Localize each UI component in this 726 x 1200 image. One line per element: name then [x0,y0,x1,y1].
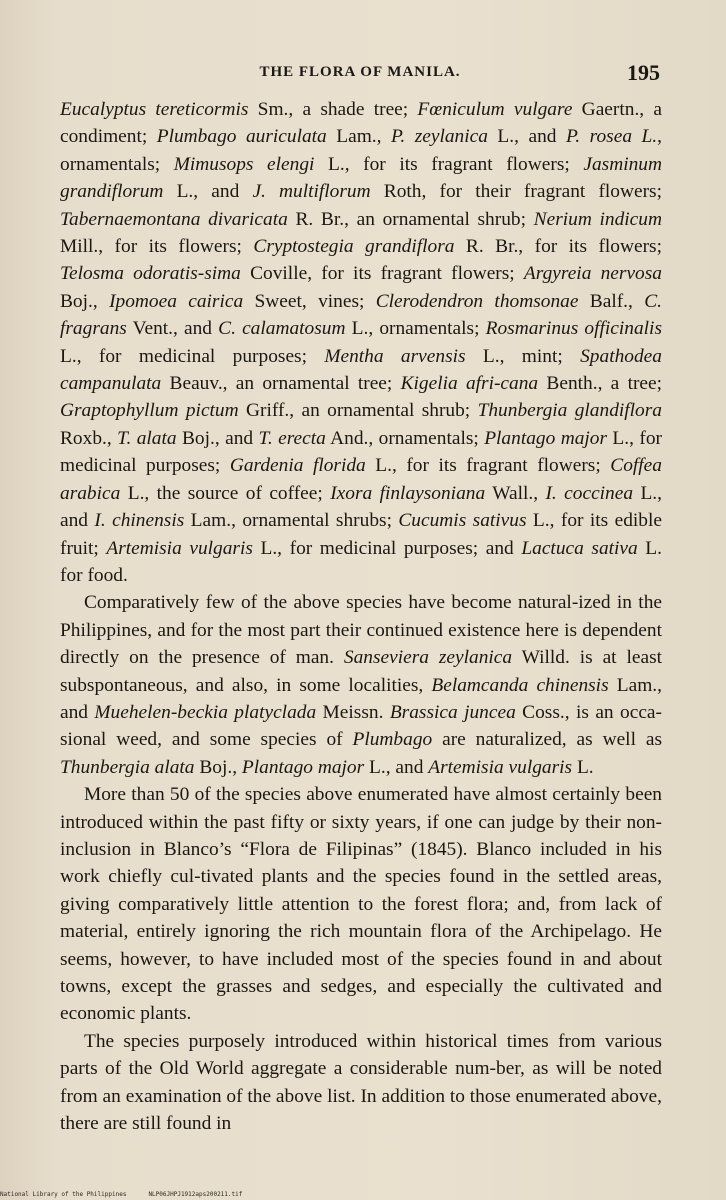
species-name: P. zeylanica [391,126,488,148]
text-run: , ornamentals; [60,126,663,175]
species-name: Cryptostegia grandiflora [253,236,455,258]
paragraph-introduced-species [60,781,662,1028]
species-name: Plumbago [352,729,433,751]
text-run: L. [572,756,594,778]
species-name: Plumbago auriculata [156,126,327,148]
species-name: P. rosea L. [565,126,658,148]
text-run: L., for its fragrant flowers; [314,153,584,175]
text-run: L., mint; [465,345,581,367]
text-run: Lam., [326,126,391,148]
text-run: L., and [60,482,663,532]
text-run: Boj., [60,290,110,312]
species-name: I. chinensis [94,510,185,532]
species-name: Plantago major [241,756,365,778]
text-run: L., and [364,756,429,778]
text-run: Willd. is at least subspontaneous, and also, in some localities, [60,647,662,696]
species-name: Eucalyptus tereticormis [60,99,249,120]
species-name: J. multiflorum [252,181,371,203]
library-credit: National Library of the Philippines [0,1191,127,1198]
text-run: Sweet, vines; [243,290,376,312]
text-run: Coville, for its fragrant flowers; [240,263,524,285]
species-name: Coffea arabica [60,455,662,504]
species-name: Gardenia florida [229,455,366,477]
species-name: Fœniculum vulgare [417,99,573,120]
species-name: Belamcanda chinensis [431,674,609,696]
text-run: L., for medicinal purposes; [60,427,662,477]
text-run: L., for medicinal purposes; and [252,537,522,559]
species-name: Clerodendron thomsonae [375,290,579,312]
species-name: T. erecta [258,427,326,449]
text-run: Coss., is an occa-sional weed, and some species of [60,701,662,751]
text-run: The species purposely introduced within historical times from various parts of the Old World aggregate a considerable num-ber, as will be noted from an examination of the above list. In addition to those enumerated above, there are still found in [60,1030,663,1135]
species-name: Thunbergia alata [60,756,195,778]
text-run: Wall., [485,482,546,504]
text-run: Roxb., [60,427,118,449]
text-run: Griff., an ornamental shrub; [238,400,478,422]
text-run: Boj., [194,756,242,778]
text-run: Comparatively few of the above species have become natural-ized in the Philippines, and for the most part their continued existence here is dependent directly on the presence of man. [60,592,662,669]
text-run: are naturalized, as well as [432,729,663,751]
species-name: Mentha arvensis [324,345,466,367]
species-name: Thunbergia glandiflora [477,400,662,422]
text-run: Benth., a tree; [538,373,663,395]
paragraph-species-list [60,96,662,589]
text-run: L., and [487,126,566,148]
species-name: C. fragrans [60,290,662,340]
species-name: Artemisia vulgaris [428,756,573,778]
species-name: Tabernaemontana divaricata [60,208,288,230]
species-name: Artemisia vulgaris [106,537,253,559]
file-id: NLP06JHPJ1912aps200211.tif [148,1191,243,1198]
species-name: Kigelia afri-cana [400,373,539,395]
paragraph-naturalized [60,589,662,781]
species-name: Plantago major [484,427,608,449]
species-name: Argyreia nervosa [523,263,662,285]
text-run: Balf., [578,290,645,312]
species-name: Rosmarinus officinalis [485,318,662,340]
text-run: Lam., ornamental shrubs; [184,510,399,532]
text-run: More than 50 of the species above enumerated have almost certainly been introduced within the past fifty or sixty years, if one can judge by their non-inclusion in Blanco’s “Flora de Filipinas” (1845). Blanco included in his work chiefly cul-tivated plants and the species found in the settled areas, giving comparatively little attention to the forest flora; and, from lack of material, entirely ignoring the rich mountain flora of the Archipelago. He seems, however, to have included most of the species found in and about towns, except the grasses and sedges, and especially the cultivated and economic plants. [60,784,662,1025]
species-name: I. coccinea [545,482,634,504]
species-name: Brassica juncea [389,701,516,723]
text-run: Mill., for its flowers; [60,236,254,258]
species-name: T. alata [117,427,177,449]
text-run: Gaertn., a condiment; [60,99,662,148]
text-run: Meissn. [316,701,390,723]
text-run: L., for its fragrant flowers; [365,455,611,477]
text-run: Vent., and [126,318,219,340]
species-name: Lactuca sativa [521,537,638,559]
text-run: Roth, for their fragrant flowers; [370,181,662,203]
species-name: Telosma odoratis-sima [60,263,241,285]
text-run: L., for medicinal purposes; [60,345,325,367]
text-run: And., ornamentals; [325,427,485,449]
species-name: Ixora finlaysoniana [330,482,486,504]
text-run: Beauv., an ornamental tree; [161,373,401,395]
text-run: Sm., a shade tree; [248,99,418,120]
text-run: Lam., and [60,674,662,723]
text-run: Boj., and [176,427,259,449]
text-run: L., for its edible fruit; [60,510,662,559]
text-run: L., the source of coffee; [120,482,331,504]
species-name: Cucumis sativus [398,510,527,532]
text-run: L., and [163,181,253,203]
body-text [60,96,662,1137]
text-run: L. for food. [60,537,662,586]
text-run: L., ornamentals; [345,318,486,340]
species-name: Nerium indicum [533,208,662,230]
species-name: C. calamatosum [218,318,346,340]
species-name: Muehelen-beckia platyclada [94,701,317,723]
species-name: Jasminum grandiflorum [60,153,662,203]
page-header [60,60,660,90]
running-title: THE FLORA OF MANILA. [259,64,461,80]
text-run: R. Br., for its flowers; [454,236,662,258]
species-name: Sanseviera zeylanica [343,647,513,669]
species-name: Graptophyllum pictum [60,400,239,422]
paragraph-old-world [60,1028,662,1138]
text-run: R. Br., an ornamental shrub; [287,208,534,230]
scan-footer [0,1191,264,1198]
species-name: Mimusops elengi [173,153,315,175]
species-name: Spathodea campanulata [60,345,662,395]
species-name: Ipomoea cairica [109,290,244,312]
page-number: 195 [627,60,660,85]
